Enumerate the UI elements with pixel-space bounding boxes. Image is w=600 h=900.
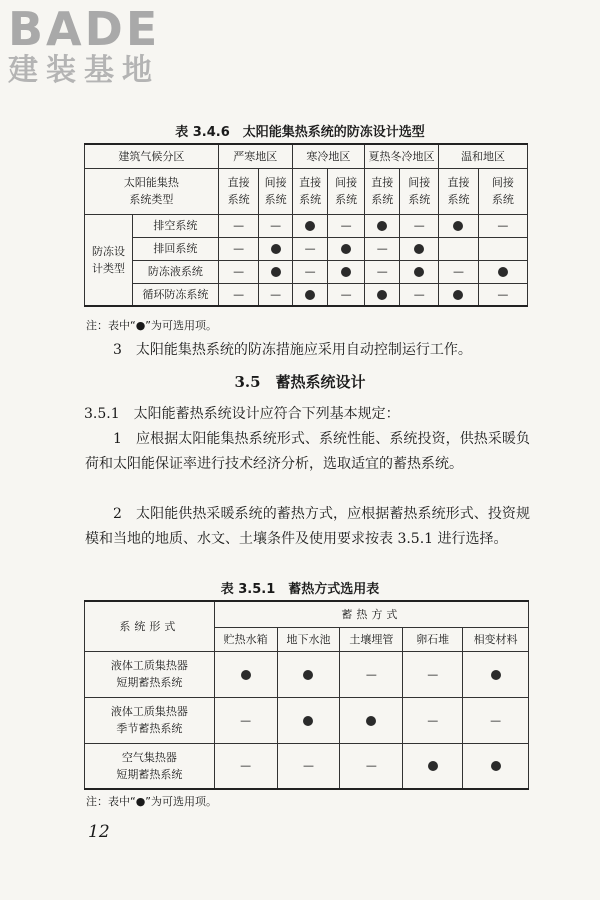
system-form bbox=[85, 743, 215, 789]
indirect-line2: 系统 bbox=[408, 193, 431, 206]
indirect-line1: 间接 bbox=[408, 176, 431, 189]
system-type-label-line1: 太阳能集热 bbox=[123, 176, 179, 189]
direct-header bbox=[218, 168, 259, 214]
indirect-header bbox=[478, 168, 527, 214]
item-2: 2 太阳能供热采暖系统的蓄热方式，应根据蓄热系统形式、投资规模和当地的地质、水文、土壤条件及使用要求按表 3.5.1 进行选择。 bbox=[85, 506, 530, 547]
table-cell: — bbox=[328, 214, 365, 237]
table-row bbox=[85, 214, 528, 237]
table-row bbox=[85, 743, 529, 789]
direct-line1: 直接 bbox=[447, 176, 470, 189]
row-name: 循环防冻系统 bbox=[133, 283, 219, 306]
selected-dot-icon bbox=[303, 670, 313, 680]
table-cell bbox=[364, 283, 400, 306]
table-row bbox=[85, 283, 528, 306]
method-header: 贮热水箱 bbox=[214, 627, 277, 651]
table-cell: — bbox=[403, 697, 463, 743]
zone-header: 严寒地区 bbox=[218, 144, 292, 168]
climate-label: 建筑气候分区 bbox=[85, 144, 219, 168]
indirect-line1: 间接 bbox=[264, 176, 287, 189]
table-cell bbox=[463, 651, 529, 697]
method-header: 相变材料 bbox=[463, 627, 529, 651]
direct-line1: 直接 bbox=[227, 176, 250, 189]
direct-line2: 系统 bbox=[447, 193, 470, 206]
table-cell bbox=[400, 260, 439, 283]
selected-dot-icon bbox=[271, 244, 281, 254]
table-row bbox=[85, 697, 529, 743]
table-cell: — bbox=[439, 260, 479, 283]
selected-dot-icon bbox=[414, 244, 424, 254]
table-cell: — bbox=[292, 260, 328, 283]
zone-header: 寒冷地区 bbox=[292, 144, 364, 168]
indirect-line2: 系统 bbox=[335, 193, 358, 206]
direct-line1: 直接 bbox=[371, 176, 394, 189]
page-number: 12 bbox=[88, 822, 110, 842]
table-cell bbox=[259, 237, 292, 260]
method-header: 地下水池 bbox=[277, 627, 340, 651]
table-row bbox=[85, 260, 528, 283]
selected-dot-icon bbox=[305, 221, 315, 231]
selected-dot-icon bbox=[428, 761, 438, 771]
table-cell bbox=[400, 237, 439, 260]
system-form-line1: 液体工质集热器 bbox=[110, 705, 188, 718]
selected-dot-icon bbox=[498, 267, 508, 277]
table2-note: 注：表中“●”为可选用项。 bbox=[86, 795, 217, 808]
direct-line2: 系统 bbox=[227, 193, 250, 206]
table-cell: — bbox=[218, 237, 259, 260]
system-form-label: 系统形式 bbox=[85, 601, 215, 651]
table-cell bbox=[328, 260, 365, 283]
table-cell: — bbox=[218, 214, 259, 237]
table-cell: — bbox=[259, 214, 292, 237]
system-type-label bbox=[85, 168, 219, 214]
indirect-line1: 间接 bbox=[335, 176, 358, 189]
logo-brand: BADE bbox=[8, 2, 161, 56]
indirect-header bbox=[259, 168, 292, 214]
direct-header bbox=[439, 168, 479, 214]
direct-header bbox=[364, 168, 400, 214]
table-cell bbox=[463, 743, 529, 789]
row-name: 排空系统 bbox=[133, 214, 219, 237]
system-type-label-line2: 系统类型 bbox=[129, 193, 174, 206]
table-cell bbox=[478, 260, 527, 283]
zone-header: 夏热冬冷地区 bbox=[364, 144, 438, 168]
table-cell: — bbox=[340, 651, 403, 697]
selected-dot-icon bbox=[366, 716, 376, 726]
table-cell: — bbox=[400, 283, 439, 306]
group-line1: 防冻设 bbox=[92, 244, 126, 258]
table-cell: — bbox=[328, 283, 365, 306]
table-cell: — bbox=[478, 214, 527, 237]
table-cell: — bbox=[340, 743, 403, 789]
table-cell bbox=[478, 237, 527, 260]
table-cell bbox=[277, 651, 340, 697]
logo-subtitle: 建装基地 bbox=[8, 53, 160, 88]
indirect-line1: 间接 bbox=[491, 176, 514, 189]
system-form bbox=[85, 651, 215, 697]
table-cell bbox=[439, 283, 479, 306]
selected-dot-icon bbox=[414, 267, 424, 277]
direct-line2: 系统 bbox=[299, 193, 322, 206]
table1-note: 注：表中“●”为可选用项。 bbox=[86, 319, 217, 332]
table-cell: — bbox=[364, 237, 400, 260]
table-cell: — bbox=[218, 260, 259, 283]
table-cell bbox=[292, 283, 328, 306]
table-row bbox=[85, 237, 528, 260]
method-header: 土壤埋管 bbox=[340, 627, 403, 651]
method-header: 卵石堆 bbox=[403, 627, 463, 651]
table-cell: — bbox=[400, 214, 439, 237]
table-cell bbox=[328, 237, 365, 260]
system-form-line2: 短期蓄热系统 bbox=[116, 676, 183, 689]
selected-dot-icon bbox=[305, 290, 315, 300]
table1 bbox=[84, 143, 528, 307]
table-cell bbox=[259, 260, 292, 283]
table-cell: — bbox=[403, 651, 463, 697]
selected-dot-icon bbox=[303, 716, 313, 726]
system-form bbox=[85, 697, 215, 743]
selected-dot-icon bbox=[453, 221, 463, 231]
table2-caption: 表 3.5.1 蓄热方式选用表 bbox=[220, 582, 380, 597]
group-line2: 计类型 bbox=[92, 261, 126, 275]
table2 bbox=[84, 600, 529, 790]
item-1: 1 应根据太阳能集热系统形式、系统性能、系统投资，供热采暖负荷和太阳能保证率进行技术经济分析，选取适宜的蓄热系统。 bbox=[85, 431, 530, 472]
clause-3-5-1: 3.5.1 太阳能蓄热系统设计应符合下列基本规定： bbox=[84, 406, 400, 422]
table-cell: — bbox=[259, 283, 292, 306]
direct-line1: 直接 bbox=[299, 176, 322, 189]
table-cell bbox=[277, 697, 340, 743]
table-cell bbox=[364, 214, 400, 237]
direct-header bbox=[292, 168, 328, 214]
section-heading: 3.5 蓄热系统设计 bbox=[234, 373, 366, 391]
selected-dot-icon bbox=[377, 290, 387, 300]
freeze-design-type-label bbox=[85, 214, 133, 306]
indirect-header bbox=[328, 168, 365, 214]
table-cell: — bbox=[214, 697, 277, 743]
selected-dot-icon bbox=[377, 221, 387, 231]
row-name: 防冻液系统 bbox=[133, 260, 219, 283]
indirect-line2: 系统 bbox=[491, 193, 514, 206]
indirect-line2: 系统 bbox=[264, 193, 287, 206]
row-name: 排回系统 bbox=[133, 237, 219, 260]
system-form-line2: 短期蓄热系统 bbox=[116, 767, 183, 781]
table-row bbox=[85, 651, 529, 697]
selected-dot-icon bbox=[271, 267, 281, 277]
selected-dot-icon bbox=[241, 670, 251, 680]
table-cell: — bbox=[463, 697, 529, 743]
indirect-header bbox=[400, 168, 439, 214]
table1-caption: 表 3.4.6 太阳能集热系统的防冻设计选型 bbox=[175, 125, 425, 140]
table-cell: — bbox=[218, 283, 259, 306]
table-cell bbox=[439, 237, 479, 260]
zone-header: 温和地区 bbox=[439, 144, 528, 168]
selected-dot-icon bbox=[491, 670, 501, 680]
table-cell: — bbox=[478, 283, 527, 306]
item-3: 3 太阳能集热系统的防冻措施应采用自动控制运行工作。 bbox=[113, 342, 472, 358]
logo bbox=[8, 4, 160, 88]
table-cell: — bbox=[214, 743, 277, 789]
selected-dot-icon bbox=[341, 244, 351, 254]
system-form-line1: 空气集热器 bbox=[121, 750, 177, 764]
table-cell bbox=[292, 214, 328, 237]
system-form-line1: 液体工质集热器 bbox=[110, 659, 188, 672]
table-cell: — bbox=[277, 743, 340, 789]
table-cell bbox=[340, 697, 403, 743]
table-cell: — bbox=[364, 260, 400, 283]
table-cell bbox=[403, 743, 463, 789]
table-cell: — bbox=[292, 237, 328, 260]
system-form-line2: 季节蓄热系统 bbox=[116, 722, 183, 735]
table-cell bbox=[439, 214, 479, 237]
direct-line2: 系统 bbox=[371, 193, 394, 206]
selected-dot-icon bbox=[341, 267, 351, 277]
selected-dot-icon bbox=[453, 290, 463, 300]
storage-method-label: 蓄热方式 bbox=[214, 601, 528, 627]
table-cell bbox=[214, 651, 277, 697]
selected-dot-icon bbox=[491, 761, 501, 771]
